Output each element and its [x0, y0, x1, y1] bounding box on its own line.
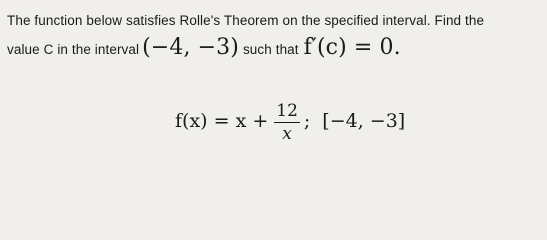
question-line-2-mid: such that — [242, 42, 299, 57]
formula-lhs: f(x) = x + — [175, 109, 269, 132]
formula-separator: ; — [303, 109, 311, 132]
open-interval-math: (−4, −3) — [142, 35, 239, 60]
closed-interval-math: [−4, −3] — [322, 109, 406, 132]
fraction-denominator: x — [282, 124, 292, 145]
question-line-1: The function below satisfies Rolle's Theorem on the specified interval. Find the — [7, 13, 485, 28]
question-line-2-prefix: value C in the interval — [7, 42, 140, 57]
question-line-2 — [7, 35, 401, 60]
fraction — [274, 102, 300, 143]
derivative-condition-math: f′(c) = 0. — [303, 35, 401, 60]
fraction-numerator: 12 — [276, 101, 298, 121]
function-formula — [175, 100, 406, 145]
